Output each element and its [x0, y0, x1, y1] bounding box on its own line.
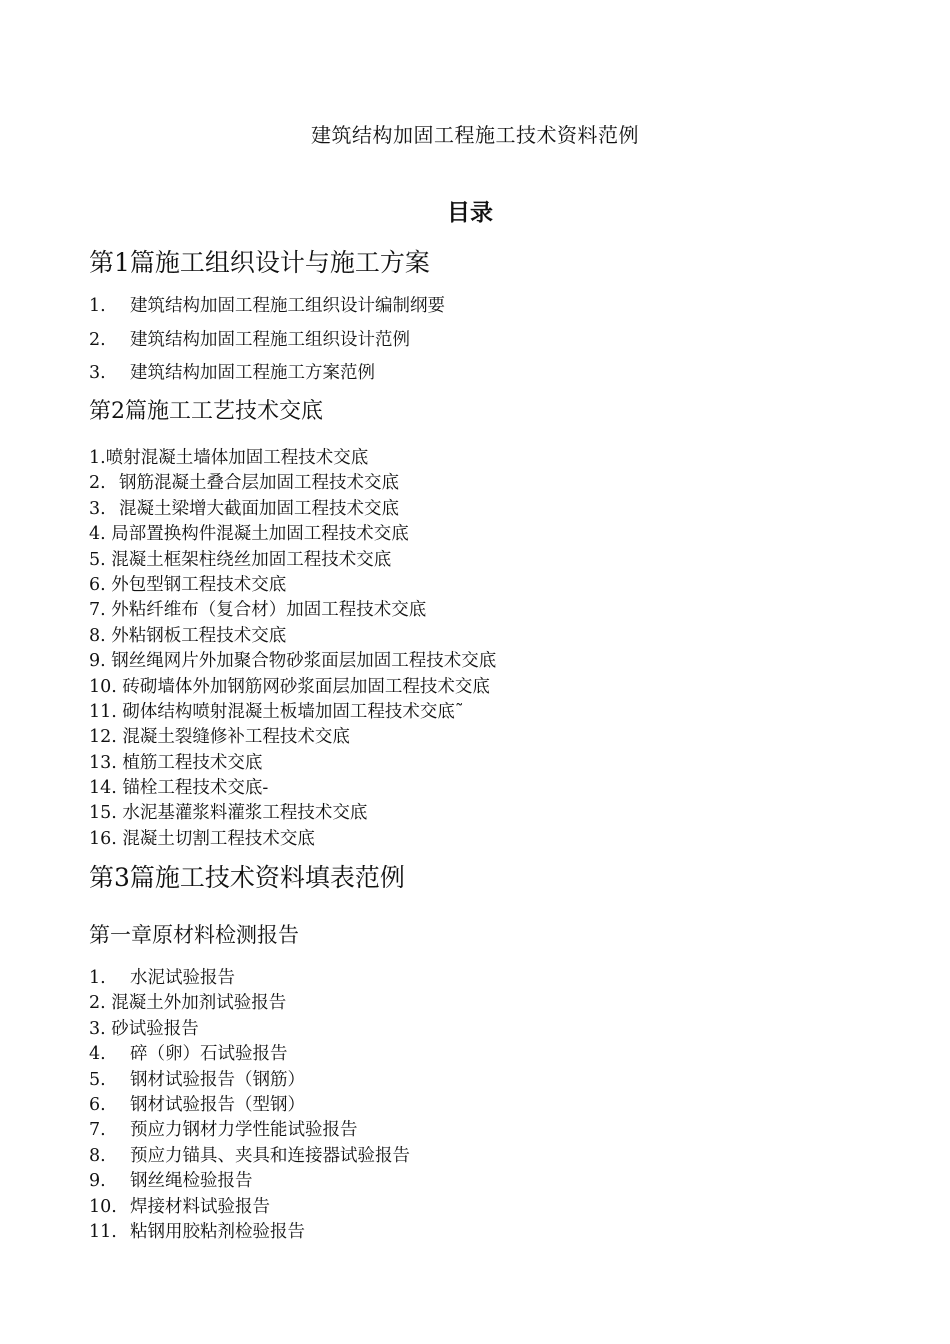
item-text: 预应力钢材力学性能试验报告: [130, 1120, 358, 1141]
list-item[interactable]: [89, 966, 410, 991]
item-number: 9.: [89, 651, 106, 672]
item-number: 1.: [89, 296, 106, 316]
item-text: 砖砌墙体外加钢筋网砂浆面层加固工程技术交底: [122, 676, 490, 697]
item-text: 预应力锚具、夹具和连接器试验报告: [130, 1145, 410, 1166]
item-text: 建筑结构加固工程施工组织设计编制纲要: [130, 296, 445, 316]
item-number: 7.: [89, 1120, 106, 1141]
item-text: 建筑结构加固工程施工组织设计范例: [130, 329, 410, 350]
list-item[interactable]: [89, 548, 496, 573]
list-item[interactable]: [89, 290, 445, 324]
list-item[interactable]: [89, 497, 496, 522]
item-text: 混凝土框架柱绕丝加固工程技术交底: [111, 549, 392, 570]
part2-heading: 第2篇施工工艺技术交底: [89, 399, 323, 424]
document-title: 建筑结构加固工程施工技术资料范例: [311, 123, 639, 147]
list-item[interactable]: [89, 700, 496, 725]
list-item[interactable]: [89, 1093, 410, 1118]
list-item[interactable]: [89, 675, 496, 700]
list-item[interactable]: [89, 1118, 410, 1143]
item-text: 水泥基灌浆料灌浆工程技术交底: [122, 803, 368, 824]
item-text: 混凝土外加剂试验报告: [111, 993, 287, 1014]
item-number: 6.: [89, 574, 106, 595]
list-item[interactable]: [89, 324, 445, 358]
list-item[interactable]: [89, 991, 410, 1016]
item-number: 10.: [89, 1196, 117, 1217]
item-number: 5.: [89, 549, 106, 570]
item-text: 水泥试验报告: [130, 968, 235, 988]
list-item[interactable]: [89, 1169, 410, 1194]
item-text: 外包型钢工程技术交底: [111, 574, 287, 595]
list-item[interactable]: [89, 357, 445, 391]
list-item[interactable]: [89, 573, 496, 598]
list-item[interactable]: [89, 1195, 410, 1220]
list-item[interactable]: [89, 598, 496, 623]
item-number: 3.: [89, 498, 106, 519]
list-item[interactable]: [89, 624, 496, 649]
item-number: 4.: [89, 1044, 106, 1065]
item-text: 锚栓工程技术交底-: [122, 778, 269, 799]
toc-heading: 目录: [447, 200, 493, 226]
item-text: 喷射混凝土墙体加固工程技术交底: [105, 448, 369, 468]
item-number: 7.: [89, 600, 106, 621]
list-item[interactable]: [89, 801, 496, 826]
item-number: 14.: [89, 778, 117, 799]
list-item[interactable]: [89, 725, 496, 750]
item-text: 钢丝绳网片外加聚合物砂浆面层加固工程技术交底: [111, 651, 497, 672]
item-number: 2.: [89, 993, 106, 1014]
item-number: 10.: [89, 676, 117, 697]
item-text: 混凝土切割工程技术交底: [122, 828, 315, 849]
list-item[interactable]: [89, 1144, 410, 1169]
item-text: 钢材试验报告（型钢）: [130, 1094, 305, 1115]
item-number: 15.: [89, 803, 117, 824]
item-number: 4.: [89, 524, 106, 545]
item-number: 6.: [89, 1094, 106, 1115]
item-number: 13.: [89, 752, 117, 773]
item-text: 焊接材料试验报告: [130, 1196, 270, 1217]
item-number: 9.: [89, 1171, 106, 1192]
item-text: 钢材试验报告（钢筋）: [130, 1069, 305, 1090]
item-text: 碎（卵）石试验报告: [130, 1044, 288, 1065]
list-item[interactable]: [89, 1068, 410, 1093]
list-item[interactable]: [89, 776, 496, 801]
list-item[interactable]: [89, 1042, 410, 1067]
item-number: 12.: [89, 727, 117, 748]
item-text: 钢筋混凝土叠合层加固工程技术交底: [119, 473, 399, 494]
item-number: 3.: [89, 363, 106, 383]
part2-list: [89, 446, 496, 852]
chapter1-list: [89, 966, 410, 1245]
item-number: 8.: [89, 1145, 106, 1166]
item-number: 3.: [89, 1018, 106, 1039]
item-number: 8.: [89, 625, 106, 646]
item-text: 砂试验报告: [111, 1018, 199, 1039]
item-number: 2.: [89, 329, 106, 350]
item-number: 11.: [89, 701, 117, 722]
item-text: 局部置换构件混凝土加固工程技术交底: [111, 524, 409, 545]
item-number: 1.: [89, 968, 106, 988]
part3-heading: 第3篇施工技术资料填表范例: [89, 863, 405, 892]
item-number: 2.: [89, 473, 106, 494]
item-text: 植筋工程技术交底: [122, 752, 263, 773]
list-item[interactable]: [89, 471, 496, 496]
item-number: 5.: [89, 1069, 106, 1090]
item-text: 混凝土梁增大截面加固工程技术交底: [119, 498, 399, 519]
list-item[interactable]: [89, 649, 496, 674]
item-text: 混凝土裂缝修补工程技术交底: [122, 727, 350, 748]
list-item[interactable]: [89, 827, 496, 852]
list-item[interactable]: [89, 446, 496, 471]
item-text: 外粘钢板工程技术交底: [111, 625, 287, 646]
item-number: 16.: [89, 828, 117, 849]
item-number: 1.: [89, 448, 106, 468]
chapter1-heading: 第一章原材料检测报告: [89, 923, 299, 947]
item-number: 11.: [89, 1221, 117, 1242]
list-item[interactable]: [89, 1017, 410, 1042]
item-text: 粘钢用胶粘剂检验报告: [130, 1221, 305, 1242]
list-item[interactable]: [89, 1220, 410, 1245]
part1-list: [89, 290, 445, 391]
item-text: 建筑结构加固工程施工方案范例: [130, 363, 375, 383]
part1-heading: 第1篇施工组织设计与施工方案: [89, 248, 430, 277]
item-text: 砌体结构喷射混凝土板墙加固工程技术交底˜: [122, 701, 464, 722]
list-item[interactable]: [89, 751, 496, 776]
list-item[interactable]: [89, 522, 496, 547]
item-text: 钢丝绳检验报告: [130, 1171, 253, 1192]
item-text: 外粘纤维布（复合材）加固工程技术交底: [111, 600, 427, 621]
